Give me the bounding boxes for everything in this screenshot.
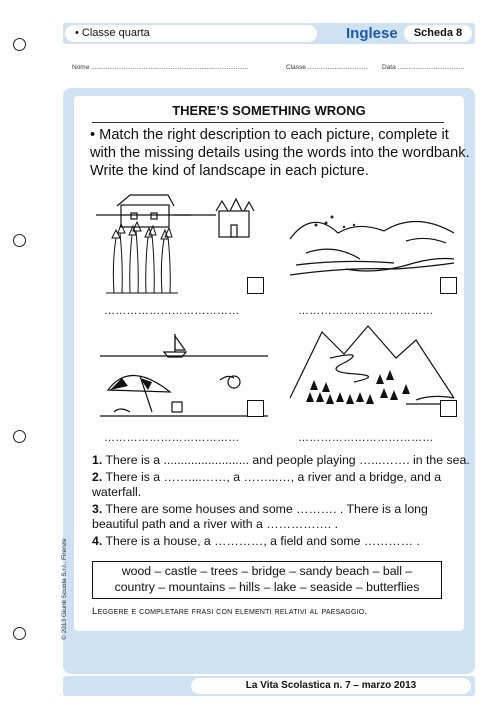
sentence-4: 4. There is a house, a …………, a field and some ………… . bbox=[92, 534, 420, 548]
landscape-answer-line[interactable]: ……………………………… bbox=[298, 432, 434, 444]
sentence-3: 3. There are some houses and some ………. . There is a long beautiful path and a river with a ……………. . bbox=[92, 502, 428, 531]
binder-hole bbox=[13, 430, 26, 443]
sheet-number: Scheda 8 bbox=[404, 25, 472, 42]
binder-hole bbox=[13, 627, 26, 640]
subject-title: Inglese bbox=[346, 25, 398, 42]
answer-checkbox[interactable] bbox=[440, 277, 457, 294]
class-label: • Classe quarta bbox=[65, 25, 317, 42]
sentence-list bbox=[92, 453, 472, 551]
wordbank bbox=[92, 561, 442, 599]
answer-checkbox[interactable] bbox=[247, 400, 264, 417]
binder-hole bbox=[13, 38, 26, 51]
date-field[interactable]: Data ..................................... bbox=[382, 64, 465, 71]
instructions: • Match the right description to each picture, complete it with the missing details using the words into the wordbank. Write the kind of landscape in each picture. bbox=[90, 127, 470, 179]
class-field[interactable]: Classe ................................. bbox=[286, 64, 368, 71]
copyright: © 2013 Giunti Scuola S.r.l., Firenze bbox=[61, 538, 68, 640]
sentence-1: 1. There is a ......................... and people playing …...……. in the sea. bbox=[92, 453, 470, 467]
hills-river-icon bbox=[286, 203, 458, 283]
castle-wheat-field-icon bbox=[96, 193, 266, 301]
wordbank-line: country – mountains – hills – lake – seaside – butterflies bbox=[114, 580, 420, 594]
sentence-2: 2. There is a ……....……, a ……...…, a river and a bridge, and a waterfall. bbox=[92, 470, 442, 499]
publication-info: La Vita Scolastica n. 7 – marzo 2013 bbox=[191, 678, 471, 694]
worksheet-title: THERE’S SOMETHING WRONG bbox=[172, 103, 366, 118]
name-field[interactable]: Nome ....................................................................................... bbox=[72, 64, 249, 71]
landscape-answer-line[interactable]: ……………………………… bbox=[298, 305, 434, 317]
answer-checkbox[interactable] bbox=[440, 400, 457, 417]
header-bar bbox=[63, 23, 475, 44]
binder-hole bbox=[13, 234, 26, 247]
wordbank-line: wood – castle – trees – bridge – sandy beach – ball – bbox=[121, 564, 413, 578]
title-divider bbox=[92, 122, 444, 123]
landscape-answer-line[interactable]: ……………………………… bbox=[104, 305, 240, 317]
mountains-winding-path-trees-icon bbox=[286, 318, 456, 412]
objective-note: Leggere e completare frasi con elementi relativi al paesaggio. bbox=[92, 606, 368, 617]
answer-checkbox[interactable] bbox=[247, 277, 264, 294]
footer-bar bbox=[63, 676, 475, 696]
beach-umbrella-boat-icon bbox=[100, 330, 268, 420]
landscape-answer-line[interactable]: ……………………………… bbox=[104, 432, 240, 444]
